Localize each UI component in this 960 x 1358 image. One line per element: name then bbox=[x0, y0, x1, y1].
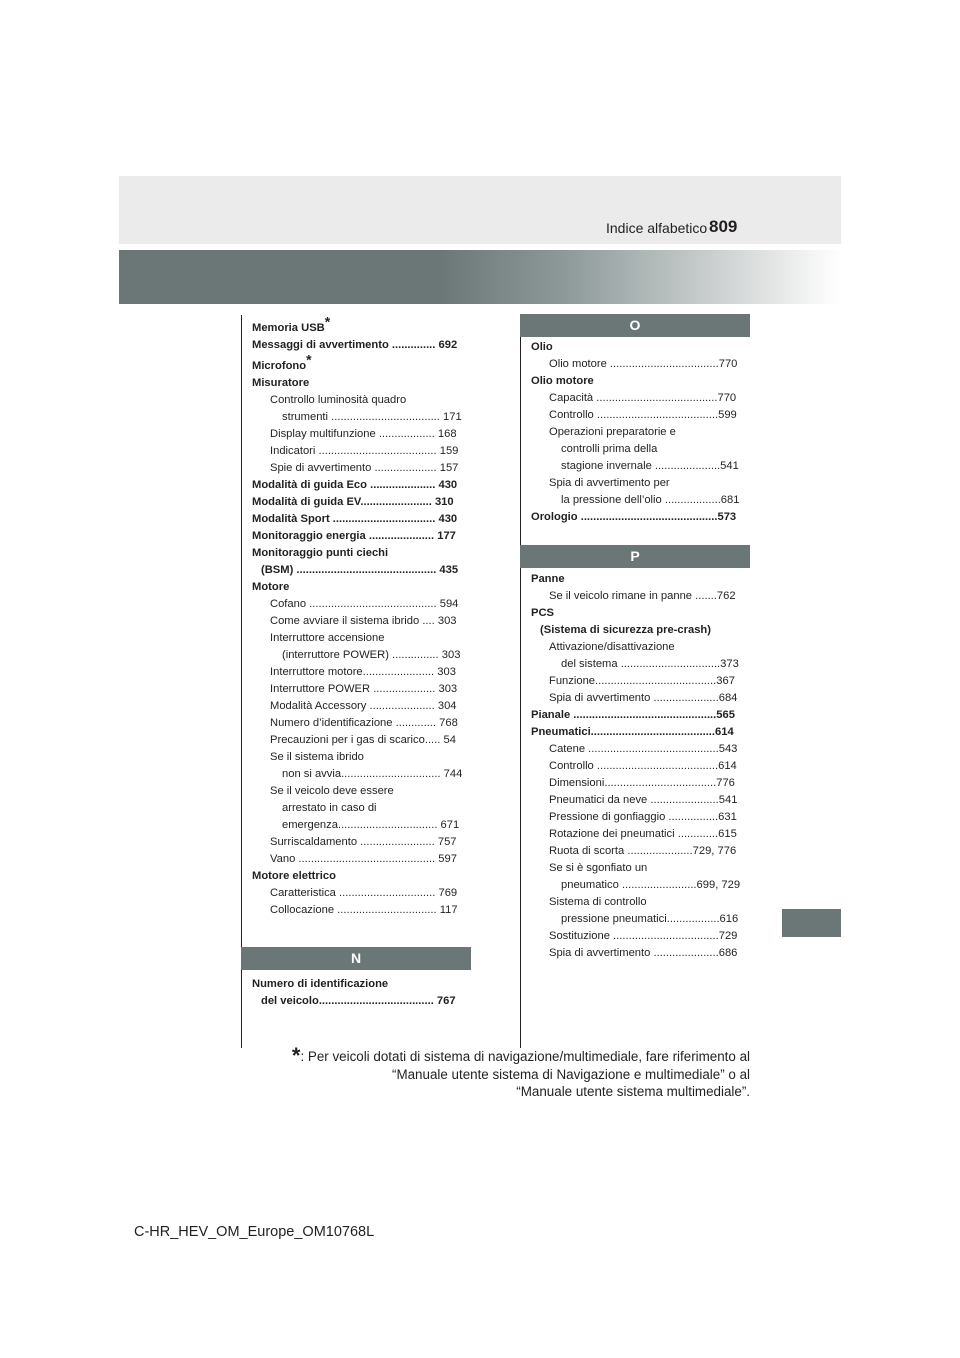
index-entry-text: Come avviare il sistema ibrido .... 303 bbox=[270, 615, 457, 627]
index-entry-text: Olio motore bbox=[531, 375, 594, 387]
index-entry bbox=[531, 775, 750, 792]
index-entry bbox=[252, 477, 471, 494]
index-entry-text: Dimensioni....................................776 bbox=[549, 777, 735, 789]
index-entry-text: Attivazione/disattivazione bbox=[549, 641, 675, 653]
index-entry-text: Display multifunzione .................. 168 bbox=[270, 428, 457, 440]
index-entry bbox=[252, 630, 471, 647]
index-entry bbox=[531, 458, 750, 475]
index-entry-text: Se il veicolo rimane in panne .......762 bbox=[549, 590, 736, 602]
index-list-p bbox=[531, 571, 750, 962]
index-entry bbox=[252, 851, 471, 868]
index-entry-text: Funzione.......................................367 bbox=[549, 675, 735, 687]
decorative-banner bbox=[119, 250, 841, 304]
index-entry-text: Interruttore POWER .................... 303 bbox=[270, 683, 458, 695]
index-entry-text: Rotazione dei pneumatici .............615 bbox=[549, 828, 737, 840]
footnote-line-3: “Manuale utente sistema multimediale”. bbox=[516, 1084, 750, 1099]
index-entry bbox=[531, 792, 750, 809]
index-entry-text: Sostituzione ..................................729 bbox=[549, 930, 738, 942]
index-entry-text: Vano ............................................ 597 bbox=[270, 853, 457, 865]
document-id: C-HR_HEV_OM_Europe_OM10768L bbox=[134, 1224, 375, 1240]
letter-section-n bbox=[241, 947, 471, 1010]
index-entry-text: Controllo .......................................599 bbox=[549, 409, 737, 421]
index-entry bbox=[531, 656, 750, 673]
index-entry-text: Messaggi di avvertimento .............. 692 bbox=[252, 339, 458, 351]
index-entry bbox=[531, 639, 750, 656]
footnote-line-1: : Per veicoli dotati di sistema di navigazione/multimediale, fare riferimento al bbox=[300, 1049, 750, 1064]
index-entry bbox=[252, 313, 471, 337]
index-entry-text: Caratteristica ............................... 769 bbox=[270, 887, 458, 899]
index-entry bbox=[531, 571, 750, 588]
index-entry bbox=[531, 928, 750, 945]
index-entry bbox=[531, 707, 750, 724]
index-entry bbox=[252, 426, 471, 443]
index-entry bbox=[531, 860, 750, 877]
index-entry bbox=[252, 375, 471, 392]
index-entry-text: Panne bbox=[531, 573, 565, 585]
index-entry-text: Operazioni preparatorie e bbox=[549, 426, 676, 438]
index-entry-text: Se si è sgonfiato un bbox=[549, 862, 648, 874]
index-entry bbox=[531, 622, 750, 639]
index-entry-text: Orologio ............................................573 bbox=[531, 511, 737, 523]
index-list-n bbox=[252, 976, 471, 1010]
index-entry-text: Collocazione ................................ 117 bbox=[270, 904, 458, 916]
index-entry bbox=[531, 758, 750, 775]
index-entry bbox=[252, 664, 471, 681]
index-entry bbox=[531, 945, 750, 962]
index-entry-text: pressione pneumatici.................616 bbox=[561, 913, 739, 925]
index-entry bbox=[252, 528, 471, 545]
index-entry-text: Interruttore motore....................... 303 bbox=[270, 666, 456, 678]
index-entry bbox=[531, 424, 750, 441]
index-entry-text: (interruttore POWER) ............... 303 bbox=[282, 649, 461, 661]
index-entry bbox=[252, 993, 471, 1010]
index-entry-text: Catene ..........................................543 bbox=[549, 743, 738, 755]
index-entry bbox=[252, 902, 471, 919]
index-entry bbox=[531, 741, 750, 758]
page-number: 809 bbox=[709, 217, 738, 236]
index-entry-text: emergenza................................ 671 bbox=[282, 819, 460, 831]
index-entry bbox=[252, 976, 471, 993]
index-entry-text: Controllo .......................................614 bbox=[549, 760, 737, 772]
index-entry bbox=[252, 409, 471, 426]
index-entry bbox=[252, 783, 471, 800]
section-title: Indice alfabetico bbox=[606, 220, 708, 236]
index-entry-text: del veicolo..................................... 767 bbox=[261, 995, 456, 1007]
index-entry bbox=[531, 877, 750, 894]
index-entry bbox=[252, 511, 471, 528]
index-entry bbox=[531, 492, 750, 509]
index-entry bbox=[252, 579, 471, 596]
index-entry bbox=[252, 681, 471, 698]
index-entry-text: Misuratore bbox=[252, 377, 310, 389]
letter-heading-n: N bbox=[241, 947, 471, 970]
index-list-o bbox=[531, 339, 750, 526]
letter-section-o bbox=[520, 314, 750, 526]
index-entry-text: Pianale ..............................................565 bbox=[531, 709, 735, 721]
index-column-left bbox=[252, 313, 471, 919]
index-entry-text: Spia di avvertimento .....................684 bbox=[549, 692, 738, 704]
index-entry bbox=[252, 834, 471, 851]
index-entry bbox=[252, 749, 471, 766]
index-entry-text: Capacità .......................................770 bbox=[549, 392, 737, 404]
index-entry bbox=[531, 588, 750, 605]
index-entry-text: strumenti ................................... 171 bbox=[282, 411, 462, 423]
index-entry bbox=[252, 732, 471, 749]
index-entry bbox=[531, 690, 750, 707]
index-entry-text: Motore bbox=[252, 581, 290, 593]
asterisk-marker: * bbox=[324, 313, 331, 330]
index-entry bbox=[252, 868, 471, 885]
index-entry-text: la pressione dell’olio ..................681 bbox=[561, 494, 740, 506]
index-entry bbox=[252, 545, 471, 562]
index-entry bbox=[252, 766, 471, 783]
index-entry bbox=[531, 407, 750, 424]
index-entry bbox=[252, 562, 471, 579]
letter-section-p bbox=[520, 545, 750, 962]
index-entry bbox=[531, 475, 750, 492]
index-entry-text: (Sistema di sicurezza pre-crash) bbox=[540, 624, 711, 636]
index-entry-text: Microfono bbox=[252, 360, 307, 372]
index-entry bbox=[531, 373, 750, 390]
index-entry-text: Monitoraggio punti ciechi bbox=[252, 547, 389, 559]
index-entry bbox=[252, 885, 471, 902]
column-divider-left bbox=[241, 315, 242, 1048]
index-entry-text: Precauzioni per i gas di scarico..... 54 bbox=[270, 734, 456, 746]
index-entry-text: Spie di avvertimento .................... 157 bbox=[270, 462, 459, 474]
index-entry bbox=[252, 351, 471, 375]
index-entry-text: pneumatico ........................699, 729 bbox=[561, 879, 741, 891]
index-entry-text: Controllo luminosità quadro bbox=[270, 394, 407, 406]
index-entry bbox=[252, 443, 471, 460]
index-entry-text: Cofano ......................................... 594 bbox=[270, 598, 459, 610]
index-entry bbox=[252, 800, 471, 817]
index-entry bbox=[531, 339, 750, 356]
index-entry-text: Olio bbox=[531, 341, 553, 353]
index-entry-text: del sistema ................................373 bbox=[561, 658, 739, 670]
letter-heading-p: P bbox=[520, 545, 750, 568]
index-entry bbox=[531, 894, 750, 911]
footnote-line-2: “Manuale utente sistema di Navigazione e multimediale” o al bbox=[391, 1066, 750, 1082]
index-entry bbox=[252, 647, 471, 664]
index-entry bbox=[531, 911, 750, 928]
index-entry-text: Monitoraggio energia ..................... 177 bbox=[252, 530, 456, 542]
index-entry-text: Interruttore accensione bbox=[270, 632, 385, 644]
index-entry bbox=[531, 390, 750, 407]
index-entry-text: PCS bbox=[531, 607, 555, 619]
index-entry-text: Spia di avvertimento .....................686 bbox=[549, 947, 738, 959]
index-entry bbox=[531, 724, 750, 741]
index-entry bbox=[252, 392, 471, 409]
index-entry-text: stagione invernale .....................541 bbox=[561, 460, 739, 472]
index-entry-text: Olio motore ...................................770 bbox=[549, 358, 738, 370]
index-entry bbox=[531, 356, 750, 373]
index-entry-text: Indicatori ...................................... 159 bbox=[270, 445, 459, 457]
index-entry-text: Modalità di guida Eco ..................... 430 bbox=[252, 479, 458, 491]
index-entry-text: controlli prima della bbox=[561, 443, 658, 455]
index-entry bbox=[252, 460, 471, 477]
chapter-tab bbox=[782, 909, 841, 937]
index-entry bbox=[252, 596, 471, 613]
index-entry bbox=[252, 494, 471, 511]
index-entry bbox=[531, 843, 750, 860]
index-entry-text: Sistema di controllo bbox=[549, 896, 647, 908]
index-entry-text: Ruota di scorta .....................729, 776 bbox=[549, 845, 737, 857]
index-entry-text: Se il veicolo deve essere bbox=[270, 785, 394, 797]
index-entry bbox=[531, 809, 750, 826]
index-entry bbox=[531, 509, 750, 526]
letter-heading-o: O bbox=[520, 314, 750, 337]
index-entry-text: Memoria USB bbox=[252, 322, 325, 334]
index-entry-text: Motore elettrico bbox=[252, 870, 336, 882]
index-entry bbox=[252, 817, 471, 834]
index-entry bbox=[252, 337, 471, 354]
index-entry-text: arrestato in caso di bbox=[282, 802, 377, 814]
index-entry-text: (BSM) ............................................. 435 bbox=[261, 564, 459, 576]
index-entry-text: Pneumatici........................................614 bbox=[531, 726, 734, 738]
footnote bbox=[230, 1043, 750, 1101]
index-entry-text: Pressione di gonfiaggio ................631 bbox=[549, 811, 737, 823]
index-entry-text: Modalità Sport ................................. 430 bbox=[252, 513, 458, 525]
index-entry-text: Numero d’identificazione ............. 768 bbox=[270, 717, 458, 729]
index-entry bbox=[252, 715, 471, 732]
index-entry-text: Surriscaldamento ........................ 757 bbox=[270, 836, 457, 848]
index-entry-text: Se il sistema ibrido bbox=[270, 751, 364, 763]
index-entry bbox=[531, 441, 750, 458]
index-entry bbox=[531, 605, 750, 622]
index-entry bbox=[252, 698, 471, 715]
index-entry-text: non si avvia................................ 744 bbox=[282, 768, 463, 780]
index-entry-text: Modalità di guida EV....................... 310 bbox=[252, 496, 454, 508]
index-entry-text: Pneumatici da neve ......................541 bbox=[549, 794, 738, 806]
index-entry bbox=[531, 826, 750, 843]
index-entry-text: Numero di identificazione bbox=[252, 978, 389, 990]
index-entry-text: Spia di avvertimento per bbox=[549, 477, 670, 489]
asterisk-marker: * bbox=[306, 351, 312, 368]
index-entry-text: Modalità Accessory ..................... 304 bbox=[270, 700, 457, 712]
index-entry bbox=[252, 613, 471, 630]
index-entry bbox=[531, 673, 750, 690]
footnote-star: * bbox=[291, 1043, 301, 1068]
